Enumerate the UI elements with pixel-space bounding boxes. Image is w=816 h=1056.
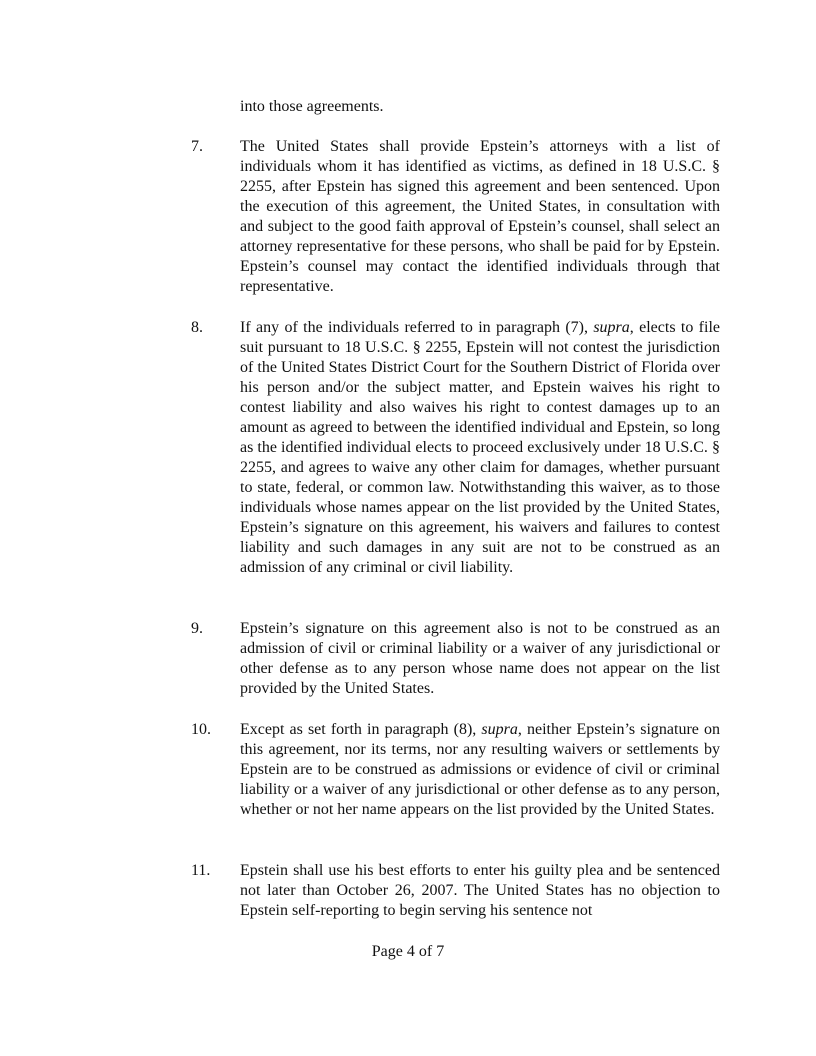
paragraph-7-text: The United States shall provide Epstein’s attorneys with a list of individuals whom it has identified as victims, as defined in 18 U.S.C. § 2255, after Epstein has signed this agreement and been sentenced. Upon the execution of this agreement, the United States, in consultation with and subject to the good faith approval of Epstein’s counsel, shall select an attorney representative for these persons, who shall be paid for by Epstein. Epstein’s counsel may contact the identified individuals through that representative. — [240, 138, 720, 295]
page-number-label: Page 4 of 7 — [371, 943, 445, 960]
paragraph-10-text-end: , neither Epstein’s signature on this agreement, nor its terms, nor any resulting waivers or settlements by Epstein are to be construed as admissions or evidence of civil or criminal liability or a waiver of any jurisdictional or other defense as to any person, whether or not her name appears on the list provided by the United States. — [240, 721, 721, 818]
paragraph-7-number: 7. — [191, 138, 203, 155]
paragraph-11-number: 11. — [191, 862, 211, 879]
paragraph-10-text-start: Except as set forth in paragraph (8), — [240, 721, 482, 738]
paragraph-8-emphasis: supra — [593, 319, 630, 336]
paragraph-10-text — [240, 720, 720, 820]
paragraph-10-emphasis: supra — [481, 721, 518, 738]
paragraph-11-text: Epstein shall use his best efforts to enter his guilty plea and be sentenced not later than October 26, 2007. The United States has no objection to Epstein self-reporting to begin serving his sentence not — [240, 862, 720, 919]
paragraph-8-text — [240, 318, 720, 578]
continuation-text: into those agreements. — [240, 98, 384, 115]
paragraph-10-number: 10. — [191, 721, 211, 738]
paragraph-8-text-start: If any of the individuals referred to in paragraph (7), — [240, 319, 594, 336]
paragraph-8-number: 8. — [191, 319, 203, 336]
paragraph-9-number: 9. — [191, 620, 203, 637]
page-footer — [0, 942, 816, 962]
paragraph-8-text-end: , elects to file suit pursuant to 18 U.S.C. § 2255, Epstein will not contest the jurisdiction of the United States District Court for the Southern District of Florida over his person and/or the subject matter, and Epstein waives his right to contest liability and also waives his right to contest damages up to an amount as agreed to between the identified individual and Epstein, so long as the identified individual elects to proceed exclusively under 18 U.S.C. § 2255, and agrees to waive any other claim for damages, whether pursuant to state, federal, or common law. Notwithstanding this waiver, as to those individuals whose names appear on the list provided by the United States, Epstein’s signature on this agreement, his waivers and failures to contest liability and such damages in any suit are not to be construed as an admission of any criminal or civil liability. — [240, 319, 721, 576]
paragraph-9-text: Epstein’s signature on this agreement also is not to be construed as an admission of civil or criminal liability or a waiver of any jurisdictional or other defense as to any person whose name does not appear on the list provided by the United States. — [240, 620, 720, 697]
